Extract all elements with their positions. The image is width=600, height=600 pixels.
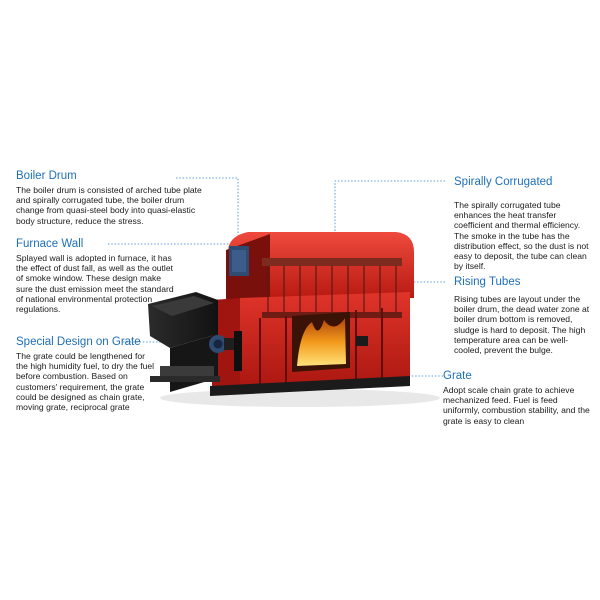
control-box: [234, 331, 242, 371]
special-grate-title: Special Design on Grate: [16, 336, 141, 348]
callout-rising-tubes: [454, 276, 592, 355]
callout-spirally-corrugated: [454, 176, 589, 271]
grate-text: Adopt scale chain grate to achieve mechanized feed. Fuel is feed uniformly, combustion stability, and the grate is easy to clean: [443, 385, 590, 426]
callout-grate: [443, 370, 593, 426]
boiler-drum-title: Boiler Drum: [16, 170, 77, 182]
leader-spirally-corrugated: [335, 181, 445, 238]
spirally-corrugated-text: The spirally corrugated tube enhances the heat transfer coefficient and thermal efficiency. The smoke in the tube has the distribution effect, so the dust is not easy to deposit, the tube can clean by itself.: [454, 200, 589, 272]
boiler-drum-text: The boiler drum is consisted of arched tube plate and spirally corrugated tube, the boiler drum change from quasi-steel body into quasi-elastic body structure, reduce the stress.: [16, 185, 202, 226]
callout-furnace-wall: [16, 238, 176, 314]
rising-tubes-text: Rising tubes are layout under the boiler drum, the dead water zone at boiler drum bottom is removed, sludge is hard to deposit. The high temperature area can be well-cooled, prevent the bulge.: [454, 294, 590, 356]
rising-tubes-title: Rising Tubes: [454, 276, 521, 288]
callout-special-grate: [16, 336, 156, 412]
callout-boiler-drum: [16, 170, 211, 226]
furnace-wall-text: Splayed wall is adopted in furnace, it has the effect of dust fall, as well as the outlet of smoke window. These design make sure the dust emission meet the standard of national environmental protection regulations.: [16, 253, 174, 315]
grate-title: Grate: [443, 370, 472, 382]
spirally-corrugated-title: Spirally Corrugated: [454, 176, 553, 188]
ground-shadow: [160, 389, 440, 407]
special-grate-text: The grate could be lengthened for the high humidity fuel, to dry the fuel before combustion. Based on customers' requirement, the grate could be designed as chain grate, moving grate, reciprocal grate: [16, 351, 155, 413]
furnace-fire-shape: [292, 312, 350, 372]
furnace-wall-title: Furnace Wall: [16, 238, 84, 250]
